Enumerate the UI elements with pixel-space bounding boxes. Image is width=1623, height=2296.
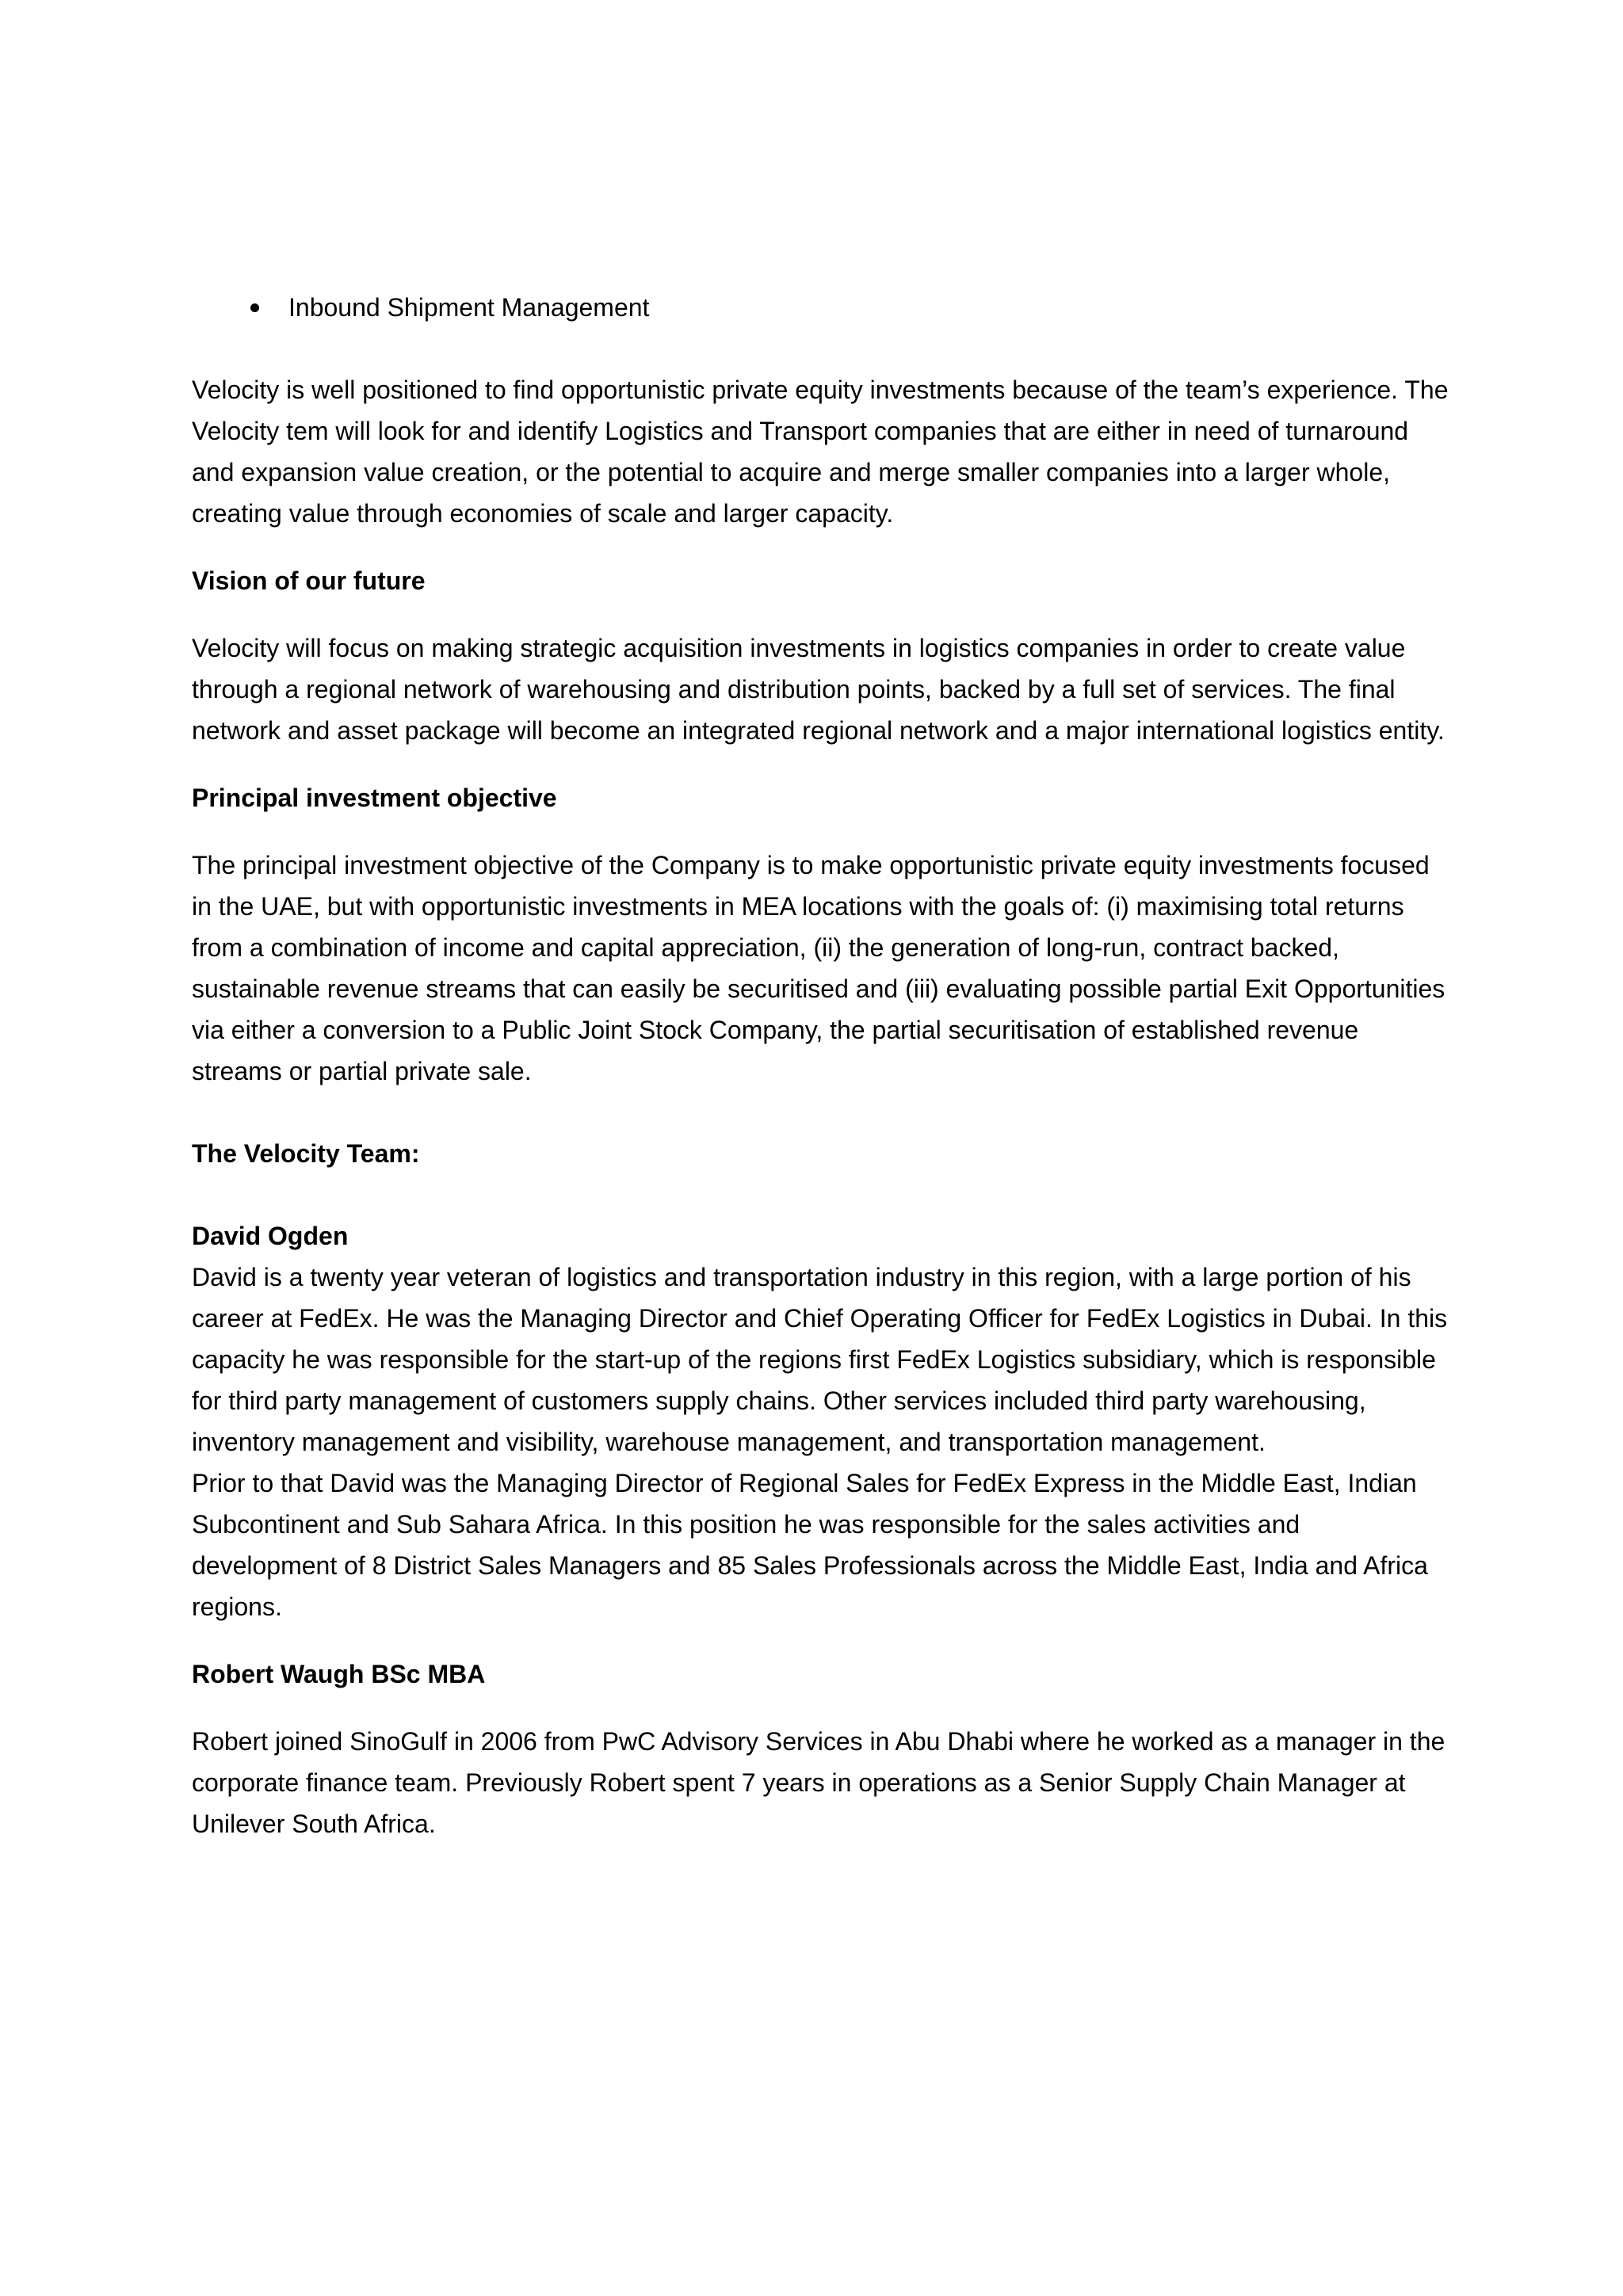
intro-paragraph: Velocity is well positioned to find opportunistic private equity investments because of the team’s experience. The Velocity tem will look for and identify Logistics and Transport companies that are either in need of turnaround and expansion value creation, or the potential to acquire and merge smaller companies into a larger whole, creating value through economies of scale and larger capacity. (192, 376, 1449, 528)
member-bio-david-ogden-1: David is a twenty year veteran of logistics and transportation industry in this region, with a large portion of his career at FedEx. He was the Managing Director and Chief Operating Officer for FedEx Logistics in Dubai. In this capacity he was responsible for the start-up of the regions first FedEx Logistics subsidiary, which is responsible for third party management of customers supply chains. Other services included third party warehousing, inventory management and visibility, warehouse management, and transportation management. (192, 1263, 1448, 1456)
bullet-item-text: Inbound Shipment Management (288, 293, 650, 322)
objective-heading: Principal investment objective (192, 784, 557, 812)
member-name-david-ogden: David Ogden (192, 1222, 349, 1250)
vision-paragraph: Velocity will focus on making strategic acquisition investments in logistics companies in order to create value through a regional network of warehousing and distribution points, backed by a full set of services. The final network and asset package will become an integrated regional network and a major international logistics entity. (192, 634, 1445, 745)
vision-heading: Vision of our future (192, 566, 426, 595)
bullet-item (192, 287, 1452, 328)
objective-paragraph: The principal investment objective of the Company is to make opportunistic private equity investments focused in the UAE, but with opportunistic investments in MEA locations with the goals of: (i) maximising total returns from a combination of income and capital appreciation, (ii) the generation of long-run, contract backed, sustainable revenue streams that can easily be securitised and (iii) evaluating possible partial Exit Opportunities via either a conversion to a Public Joint Stock Company, the partial securitisation of established revenue streams or partial private sale. (192, 851, 1445, 1085)
bullet-list (192, 287, 1452, 328)
document-content (192, 287, 1452, 1871)
team-heading: The Velocity Team: (192, 1139, 420, 1168)
bullet-dot-icon (250, 303, 259, 312)
member-bio-robert-waugh-1: Robert joined SinoGulf in 2006 from PwC Advisory Services in Abu Dhabi where he worked as a manager in the corporate finance team. Previously Robert spent 7 years in operations as a Senior Supply Chain Manager at Unilever South Africa. (192, 1727, 1445, 1838)
member-name-robert-waugh: Robert Waugh BSc MBA (192, 1660, 486, 1688)
member-bio-david-ogden-2: Prior to that David was the Managing Director of Regional Sales for FedEx Express in the Middle East, Indian Subcontinent and Sub Sahara Africa. In this position he was responsible for the sales activities and development of 8 District Sales Managers and 85 Sales Professionals across the Middle East, India and Africa regions. (192, 1469, 1428, 1621)
